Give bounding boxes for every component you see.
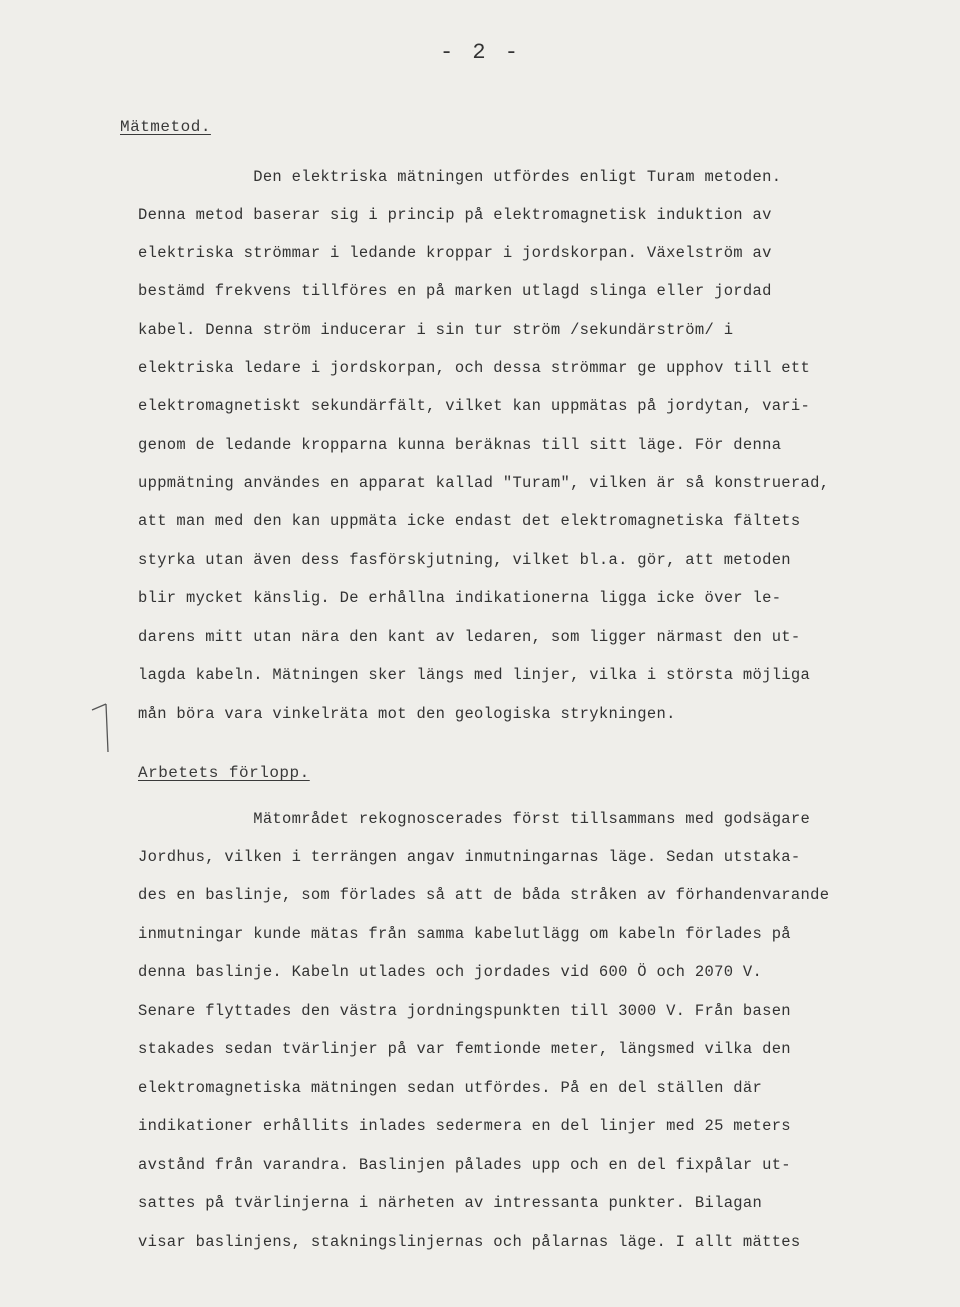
margin-pencil-mark (88, 690, 118, 760)
text-line: blir mycket känslig. De erhållna indikationerna ligga icke över le- (138, 589, 782, 607)
text-line: mån böra vara vinkelräta mot den geologiska strykningen. (138, 705, 676, 723)
page-number: - 2 - (440, 40, 522, 65)
text-line: Jordhus, vilken i terrängen angav inmutningarnas läge. Sedan utstaka- (138, 848, 801, 866)
text-line: styrka utan även dess fasförskjutning, vilket bl.a. gör, att metoden (138, 551, 791, 569)
text-line: inmutningar kunde mätas från samma kabelutlägg om kabeln förlades på (138, 925, 791, 943)
text-line: kabel. Denna ström inducerar i sin tur ström /sekundärström/ i (138, 321, 734, 339)
section-heading-arbetets-forlopp: Arbetets förlopp. (138, 764, 310, 782)
text-line: att man med den kan uppmäta icke endast det elektromagnetiska fältets (138, 512, 801, 530)
text-line: Denna metod baserar sig i princip på elektromagnetisk induktion av (138, 206, 772, 224)
text-line: visar baslinjens, stakningslinjernas och pålarnas läge. I allt mättes (138, 1233, 801, 1251)
text-line: genom de ledande kropparna kunna beräknas till sitt läge. För denna (138, 436, 782, 454)
text-line: darens mitt utan nära den kant av ledaren, som ligger närmast den ut- (138, 628, 801, 646)
text-line: elektriska ledare i jordskorpan, och dessa strömmar ge upphov till ett (138, 359, 811, 377)
text-line: stakades sedan tvärlinjer på var femtionde meter, längsmed vilka den (138, 1040, 791, 1058)
text-line: des en baslinje, som förlades så att de båda stråken av förhandenvarande (138, 886, 830, 904)
text-line: lagda kabeln. Mätningen sker längs med linjer, vilka i största möjliga (138, 666, 811, 684)
text-line: denna baslinje. Kabeln utlades och jordades vid 600 Ö och 2070 V. (138, 963, 763, 981)
text-line: elektromagnetiska mätningen sedan utfördes. På en del ställen där (138, 1079, 763, 1097)
text-line: Mätområdet rekognoscerades först tillsammans med godsägare (138, 810, 811, 828)
text-line: elektromagnetiskt sekundärfält, vilket kan uppmätas på jordytan, vari- (138, 397, 811, 415)
text-line: sattes på tvärlinjerna i närheten av intressanta punkter. Bilagan (138, 1194, 763, 1212)
text-line: uppmätning användes en apparat kallad "Turam", vilken är så konstruerad, (138, 474, 830, 492)
text-line: bestämd frekvens tillföres en på marken utlagd slinga eller jordad (138, 282, 772, 300)
text-line: avstånd från varandra. Baslinjen pålades upp och en del fixpålar ut- (138, 1156, 791, 1174)
text-line: Den elektriska mätningen utfördes enligt Turam metoden. (138, 168, 782, 186)
text-line: indikationer erhållits inlades sedermera en del linjer med 25 meters (138, 1117, 791, 1135)
section-heading-matmetod: Mätmetod. (120, 118, 211, 136)
text-line: elektriska strömmar i ledande kroppar i jordskorpan. Växelström av (138, 244, 772, 262)
text-line: Senare flyttades den västra jordningspunkten till 3000 V. Från basen (138, 1002, 791, 1020)
